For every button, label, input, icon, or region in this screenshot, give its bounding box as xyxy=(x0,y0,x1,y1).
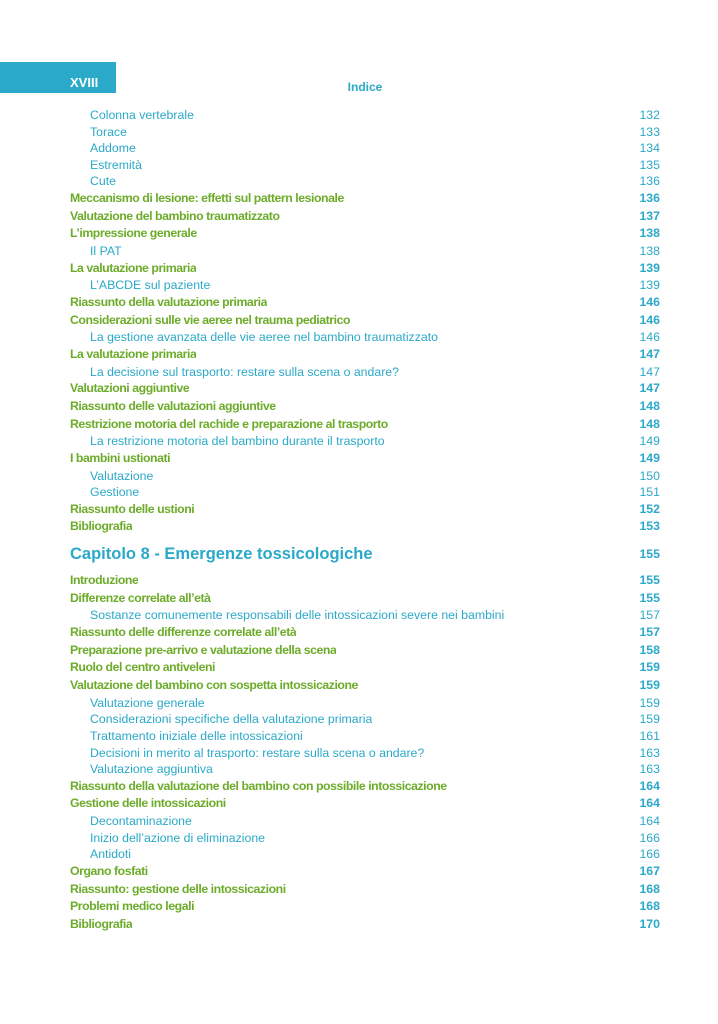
toc-entry-page: 133 xyxy=(639,124,660,139)
toc-entry-page: 149 xyxy=(639,450,660,465)
toc-entry-label: L’impressione generale xyxy=(70,226,197,241)
toc-entry-label: Differenze correlate all’età xyxy=(70,590,211,605)
toc-entry-page: 170 xyxy=(639,916,660,931)
toc-section-entry[interactable] xyxy=(70,380,660,398)
toc-entry-label: Bibliografia xyxy=(70,916,133,931)
toc-entry-label: L’ABCDE sul paziente xyxy=(90,278,211,293)
toc-entry-label: Considerazioni specifiche della valutazione primaria xyxy=(90,712,373,727)
toc-entry-page: 139 xyxy=(639,260,660,275)
toc-entry-page: 155 xyxy=(639,547,660,562)
toc-entry-label: La decisione sul trasporto: restare sulla scena o andare? xyxy=(90,364,399,379)
toc-entry-page: 157 xyxy=(639,625,660,640)
toc-subsection-entry[interactable] xyxy=(70,157,660,174)
toc-section-entry[interactable] xyxy=(70,398,660,416)
toc-entry-label: Riassunto della valutazione del bambino con possibile intossicazione xyxy=(70,778,447,793)
toc-section-entry[interactable] xyxy=(70,501,660,519)
toc-section-entry[interactable] xyxy=(70,677,660,695)
toc-section-entry[interactable] xyxy=(70,260,660,278)
toc-subsection-entry[interactable] xyxy=(70,607,660,624)
toc-section-entry[interactable] xyxy=(70,346,660,364)
toc-entry-page: 164 xyxy=(639,796,660,811)
toc-entry-label: Sostanze comunemente responsabili delle intossicazioni severe nei bambini xyxy=(90,608,505,623)
toc-section-entry[interactable] xyxy=(70,642,660,660)
toc-chapter-heading[interactable] xyxy=(70,536,660,572)
toc-entry-page: 138 xyxy=(639,244,660,259)
toc-entry-label: Decontaminazione xyxy=(90,814,192,829)
toc-entry-page: 149 xyxy=(639,434,660,449)
toc-entry-label: La valutazione primaria xyxy=(70,260,197,275)
toc-subsection-entry[interactable] xyxy=(70,711,660,728)
toc-section-entry[interactable] xyxy=(70,624,660,642)
toc-entry-page: 159 xyxy=(639,660,660,675)
toc-entry-label: Antidoti xyxy=(90,847,132,862)
toc-entry-page: 158 xyxy=(639,642,660,657)
toc-entry-label: La gestione avanzata delle vie aeree nel bambino traumatizzato xyxy=(90,330,438,345)
toc-section-entry[interactable] xyxy=(70,450,660,468)
toc-section-entry[interactable] xyxy=(70,572,660,590)
toc-entry-label: La restrizione motoria del bambino durante il trasporto xyxy=(90,434,385,449)
toc-entry-page: 135 xyxy=(639,157,660,172)
toc-section-entry[interactable] xyxy=(70,294,660,312)
toc-entry-label: Estremità xyxy=(90,157,142,172)
toc-entry-page: 161 xyxy=(639,728,660,743)
toc-subsection-entry[interactable] xyxy=(70,364,660,381)
toc-subsection-entry[interactable] xyxy=(70,728,660,745)
toc-entry-label: Valutazione xyxy=(90,468,154,483)
toc-subsection-entry[interactable] xyxy=(70,813,660,830)
toc-subsection-entry[interactable] xyxy=(70,761,660,778)
toc-entry-page: 147 xyxy=(639,381,660,396)
toc-entry-page: 168 xyxy=(639,881,660,896)
toc-entry-label: Bibliografia xyxy=(70,519,133,534)
toc-section-entry[interactable] xyxy=(70,881,660,899)
toc-entry-label: Trattamento iniziale delle intossicazioni xyxy=(90,728,303,743)
toc-subsection-entry[interactable] xyxy=(70,140,660,157)
toc-section-entry[interactable] xyxy=(70,208,660,226)
toc-entry-label: Problemi medico legali xyxy=(70,899,195,914)
page-number: XVIII xyxy=(70,75,99,90)
toc-entry-label: Gestione delle intossicazioni xyxy=(70,796,226,811)
toc-entry-page: 159 xyxy=(639,712,660,727)
toc-entry-page: 152 xyxy=(639,501,660,516)
toc-entry-page: 148 xyxy=(639,416,660,431)
toc-entry-label: Valutazione generale xyxy=(90,695,205,710)
toc-entry-page: 166 xyxy=(639,830,660,845)
toc-entry-page: 147 xyxy=(639,346,660,361)
toc-entry-page: 163 xyxy=(639,762,660,777)
toc-entry-label: Valutazione del bambino con sospetta intossicazione xyxy=(70,678,358,693)
table-of-contents xyxy=(70,107,660,934)
toc-entry-label: Valutazione del bambino traumatizzato xyxy=(70,208,280,223)
toc-entry-page: 155 xyxy=(639,573,660,588)
toc-entry-label: Colonna vertebrale xyxy=(90,108,194,122)
toc-section-entry[interactable] xyxy=(70,916,660,934)
toc-subsection-entry[interactable] xyxy=(70,277,660,294)
toc-entry-page: 148 xyxy=(639,398,660,413)
toc-subsection-entry[interactable] xyxy=(70,433,660,450)
toc-entry-page: 167 xyxy=(639,863,660,878)
toc-entry-label: Decisioni in merito al trasporto: restare sulla scena o andare? xyxy=(90,745,425,760)
toc-section-entry[interactable] xyxy=(70,863,660,881)
toc-section-entry[interactable] xyxy=(70,898,660,916)
toc-entry-label: Restrizione motoria del rachide e preparazione al trasporto xyxy=(70,416,388,431)
toc-entry-label: Riassunto: gestione delle intossicazioni xyxy=(70,881,286,896)
toc-section-entry[interactable] xyxy=(70,225,660,243)
toc-entry-label: Addome xyxy=(90,141,136,156)
toc-entry-label: Organo fosfati xyxy=(70,863,148,878)
toc-section-entry[interactable] xyxy=(70,795,660,813)
toc-subsection-entry[interactable] xyxy=(70,695,660,712)
toc-entry-page: 134 xyxy=(639,141,660,156)
page-title: Indice xyxy=(347,80,383,94)
toc-subsection-entry[interactable] xyxy=(70,329,660,346)
toc-subsection-entry[interactable] xyxy=(70,173,660,190)
toc-section-entry[interactable] xyxy=(70,778,660,796)
toc-entry-label: Valutazioni aggiuntive xyxy=(70,381,190,396)
toc-entry-label: Riassunto delle differenze correlate all’età xyxy=(70,625,297,640)
toc-entry-label: Meccanismo di lesione: effetti sul pattern lesionale xyxy=(70,190,344,205)
toc-entry-page: 146 xyxy=(639,330,660,345)
toc-section-entry[interactable] xyxy=(70,312,660,330)
toc-subsection-entry[interactable] xyxy=(70,745,660,762)
toc-subsection-entry[interactable] xyxy=(70,846,660,863)
toc-entry-label: Inizio dell’azione di eliminazione xyxy=(90,830,265,845)
toc-entry-label: Gestione xyxy=(90,485,140,500)
page-number-tab xyxy=(0,62,116,93)
toc-subsection-entry[interactable] xyxy=(70,124,660,141)
toc-entry-page: 151 xyxy=(639,485,660,500)
toc-entry-page: 164 xyxy=(639,814,660,829)
toc-entry-page: 157 xyxy=(639,608,660,623)
toc-entry-page: 146 xyxy=(639,294,660,309)
toc-entry-label: Riassunto delle valutazioni aggiuntive xyxy=(70,398,276,413)
toc-entry-page: 153 xyxy=(639,519,660,534)
toc-section-entry[interactable] xyxy=(70,659,660,677)
toc-entry-label: Preparazione pre-arrivo e valutazione della scena xyxy=(70,642,337,657)
toc-entry-label: Il PAT xyxy=(90,244,122,259)
toc-entry-label: Ruolo del centro antiveleni xyxy=(70,660,216,675)
toc-entry-page: 159 xyxy=(639,695,660,710)
toc-entry-page: 168 xyxy=(639,899,660,914)
toc-entry-page: 159 xyxy=(639,678,660,693)
toc-entry-page: 164 xyxy=(639,778,660,793)
toc-entry-page: 163 xyxy=(639,745,660,760)
toc-entry-label: Cute xyxy=(90,174,116,189)
toc-entry-page: 139 xyxy=(639,278,660,293)
toc-subsection-entry[interactable] xyxy=(70,243,660,260)
toc-entry-page: 146 xyxy=(639,312,660,327)
toc-entry-label: La valutazione primaria xyxy=(70,346,197,361)
toc-section-entry[interactable] xyxy=(70,590,660,608)
toc-entry-page: 136 xyxy=(639,174,660,189)
toc-entry-page: 136 xyxy=(639,190,660,205)
toc-entry-page: 132 xyxy=(639,108,660,122)
toc-subsection-entry[interactable] xyxy=(70,107,660,124)
toc-section-entry[interactable] xyxy=(70,518,660,536)
toc-entry-label: Considerazioni sulle vie aeree nel trauma pediatrico xyxy=(70,312,351,327)
toc-subsection-entry[interactable] xyxy=(70,468,660,485)
toc-entry-page: 166 xyxy=(639,847,660,862)
toc-entry-page: 155 xyxy=(639,590,660,605)
toc-entry-page: 138 xyxy=(639,226,660,241)
toc-entry-label: I bambini ustionati xyxy=(70,450,171,465)
toc-entry-label: Introduzione xyxy=(70,573,139,588)
toc-entry-label: Riassunto della valutazione primaria xyxy=(70,294,268,309)
toc-entry-label: Riassunto delle ustioni xyxy=(70,501,195,516)
toc-entry-label: Torace xyxy=(90,124,127,139)
toc-entry-page: 150 xyxy=(639,468,660,483)
toc-entry-label: Capitolo 8 - Emergenze tossicologiche xyxy=(70,545,373,564)
toc-section-entry[interactable] xyxy=(70,190,660,208)
toc-subsection-entry[interactable] xyxy=(70,484,660,501)
toc-section-entry[interactable] xyxy=(70,416,660,434)
toc-subsection-entry[interactable] xyxy=(70,830,660,847)
toc-entry-page: 137 xyxy=(639,208,660,223)
toc-entry-page: 147 xyxy=(639,364,660,379)
toc-entry-label: Valutazione aggiuntiva xyxy=(90,762,213,777)
